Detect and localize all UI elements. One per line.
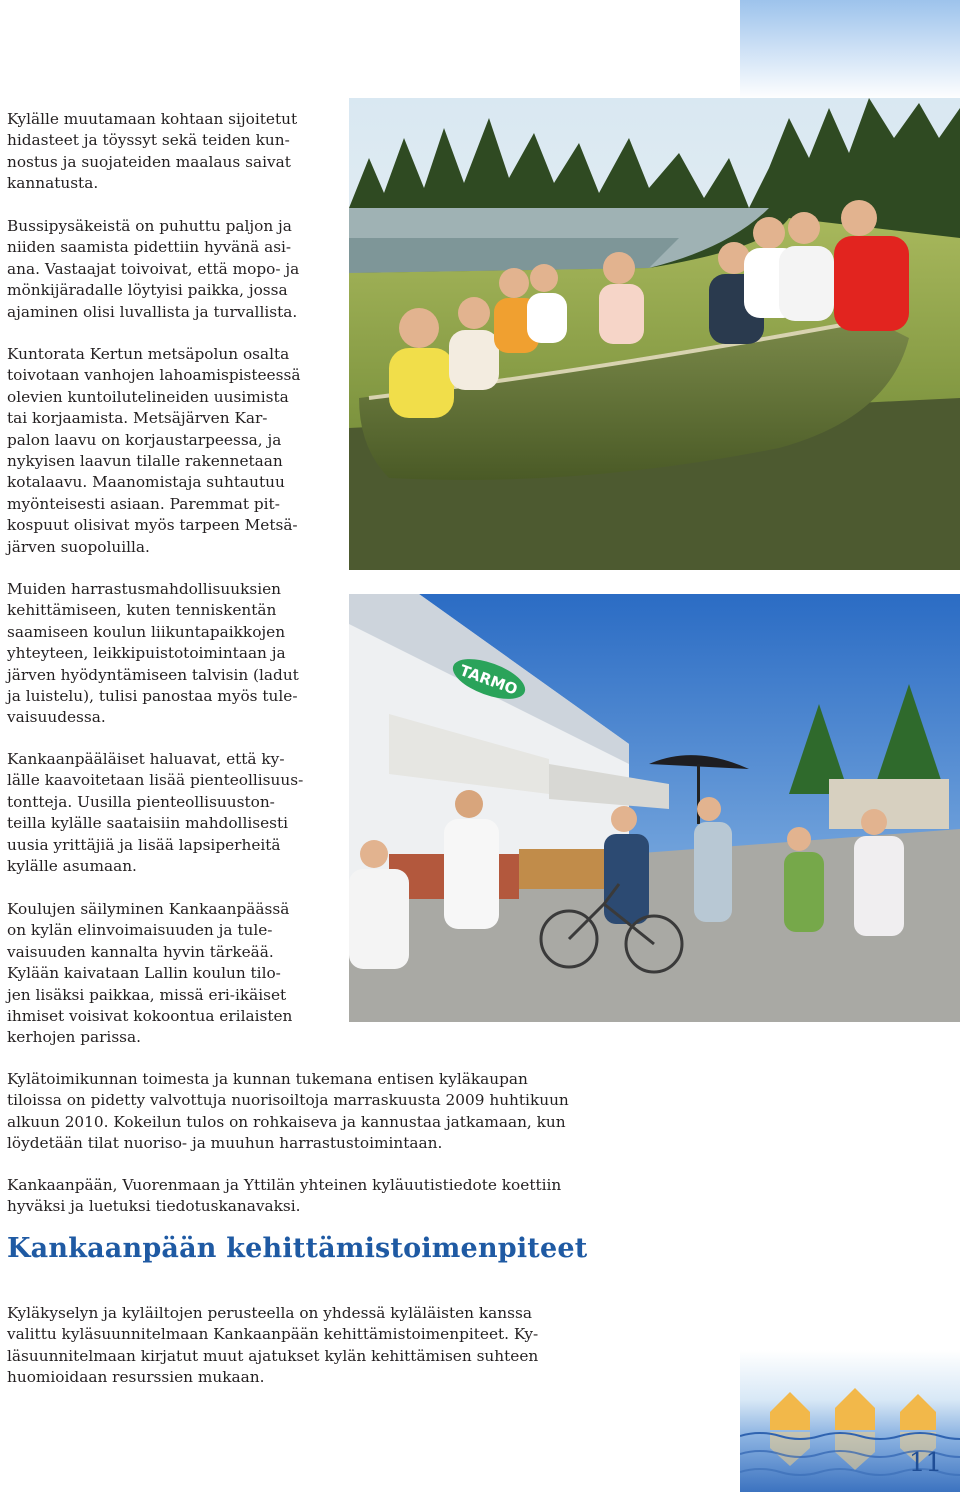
paragraph-traffic-calming: Kylälle muutamaan kohtaan sijoitetut hidasteet ja töyssyt sekä teiden kun- nostus ja suojateiden maalaus saivat kannatusta. <box>7 110 298 193</box>
paragraph-youth-evenings: Kylätoimikunnan toimesta ja kunnan tukemana entisen kyläkaupan tiloissa on pidetty valvottuja nuorisoiltoja marraskuusta 2009 huhtikuun alkuun 2010. Kokeilun tulos on rohkaiseva ja kannustaa jatkamaan, kun löydetään tilat nuoriso- ja muuhun harrastustoimintaan. <box>7 1070 569 1153</box>
photo-boat-lake <box>349 98 960 570</box>
corner-decoration-top <box>740 0 960 100</box>
paragraph-newsletter: Kankaanpään, Vuorenmaan ja Yttilän yhteinen kyläuutistiedote koettiin hyväksi ja luetuksi tiedotuskanavaksi. <box>7 1176 562 1216</box>
paragraph-schools: Koulujen säilyminen Kankaanpäässä on kylän elinvoimaisuuden ja tule- vaisuuden kannalta hyvin tärkeää. Kylään kaivataan Lallin koulun tilo- jen lisäksi paikkaa, missä eri-ikäiset ihmiset voisivat kokoontua erilaisten kerhojen parissa. <box>7 900 293 1047</box>
paragraph-bus-stops: Bussipysäkeistä on puhuttu paljon ja niiden saamista pidettiin hyvänä asi- ana. Vastaajat toivoivat, että mopo- ja mönkijäradalle löytyisi paikka, jossa ajaminen olisi luvallista ja turvallista. <box>7 217 300 321</box>
photo-market-store <box>349 594 960 1022</box>
section-heading: Kankaanpään kehittämistoimenpiteet <box>7 1233 588 1264</box>
paragraph-industrial-plots: Kankaanpääläiset haluavat, että ky- lälle kaavoitetaan lisää pienteollisuus- tontteja. Uusilla pienteollisuuston- teilla kylälle saataisiin mahdollisesti uusia yrittäjiä ja lisää lapsiperheitä kylälle asumaan. <box>7 750 304 876</box>
paragraph-development-measures: Kyläkyselyn ja kyläiltojen perusteella on yhdessä kyläläisten kanssa valittu kyläsuunnitelmaan Kankaanpään kehittämistoimenpiteet. Ky- läsuunnitelmaan kirjatut muut ajatukset kylän kehittämisen suhteen huomioidaan resurssien mukaan. <box>7 1304 539 1387</box>
paragraph-hobbies: Muiden harrastusmahdollisuuksien kehittämiseen, kuten tenniskentän saamiseen koulun liikuntapaikkojen yhteyteen, leikkipuistotoimintaan ja järven hyödyntämiseen talvisin (ladut ja luistelu), tulisi panostaa myös tule- vaisuudessa. <box>7 580 299 727</box>
page-number: 11 <box>908 1448 942 1478</box>
paragraph-fitness-trail: Kuntorata Kertun metsäpolun osalta toivotaan vanhojen lahoamispisteessä olevien kuntoilutelineiden uusimista tai korjaamista. Metsäjärven Kar- palon laavu on korjaustarpeessa, ja nykyisen laavun tilalle rakennetaan kotalaavu. Maanomistaja suhtautuu myönteisesti asiaan. Paremmat pit- kospuut olisivat myös tarpeen Metsä- järven suopoluilla. <box>7 345 301 556</box>
store-sign-text: TARMO <box>457 661 520 699</box>
